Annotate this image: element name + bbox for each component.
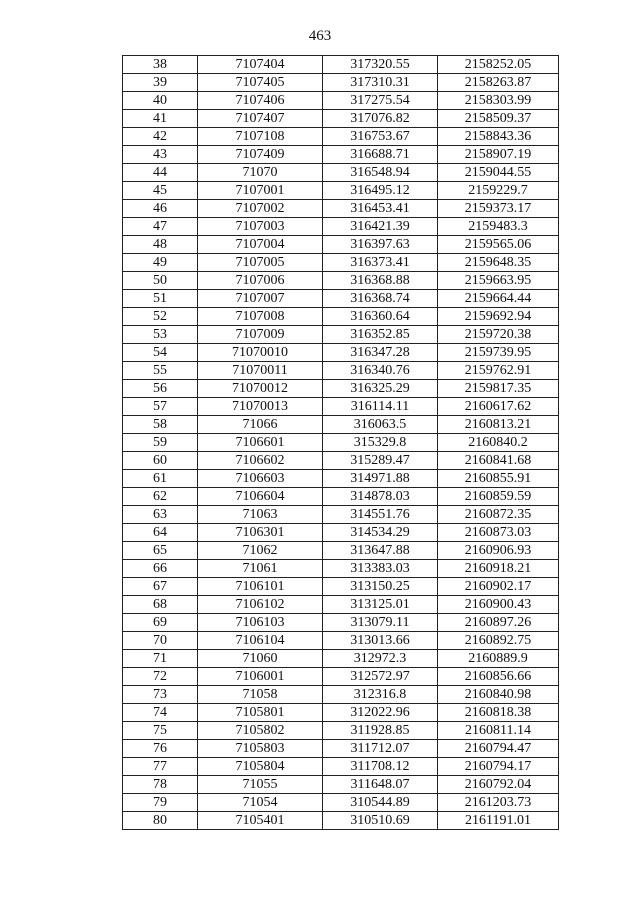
y-coordinate-cell: 2159229.7 [438, 182, 559, 200]
table-row [123, 758, 559, 776]
x-coordinate-cell: 316352.85 [323, 326, 438, 344]
x-coordinate-cell: 316421.39 [323, 218, 438, 236]
y-coordinate-cell: 2160859.59 [438, 488, 559, 506]
table-row [123, 740, 559, 758]
point-id-cell: 71061 [198, 560, 323, 578]
y-coordinate-cell: 2158252.05 [438, 56, 559, 74]
point-number-cell: 62 [123, 488, 198, 506]
point-number-cell: 70 [123, 632, 198, 650]
point-number-cell: 42 [123, 128, 198, 146]
y-coordinate-cell: 2159648.35 [438, 254, 559, 272]
x-coordinate-cell: 312972.3 [323, 650, 438, 668]
y-coordinate-cell: 2158907.19 [438, 146, 559, 164]
table-row [123, 74, 559, 92]
point-id-cell: 7107003 [198, 218, 323, 236]
y-coordinate-cell: 2160841.68 [438, 452, 559, 470]
y-coordinate-cell: 2159044.55 [438, 164, 559, 182]
x-coordinate-cell: 316373.41 [323, 254, 438, 272]
point-id-cell: 7106601 [198, 434, 323, 452]
table-row [123, 56, 559, 74]
point-id-cell: 7106604 [198, 488, 323, 506]
table-row [123, 164, 559, 182]
point-number-cell: 46 [123, 200, 198, 218]
x-coordinate-cell: 313647.88 [323, 542, 438, 560]
y-coordinate-cell: 2159692.94 [438, 308, 559, 326]
point-number-cell: 50 [123, 272, 198, 290]
x-coordinate-cell: 314534.29 [323, 524, 438, 542]
point-number-cell: 71 [123, 650, 198, 668]
table-row [123, 812, 559, 830]
point-number-cell: 80 [123, 812, 198, 830]
x-coordinate-cell: 317310.31 [323, 74, 438, 92]
x-coordinate-cell: 313013.66 [323, 632, 438, 650]
point-id-cell: 71070013 [198, 398, 323, 416]
x-coordinate-cell: 316548.94 [323, 164, 438, 182]
point-id-cell: 71054 [198, 794, 323, 812]
table-row [123, 182, 559, 200]
coordinates-table-body [123, 56, 559, 830]
point-number-cell: 76 [123, 740, 198, 758]
y-coordinate-cell: 2160794.47 [438, 740, 559, 758]
x-coordinate-cell: 310544.89 [323, 794, 438, 812]
point-number-cell: 69 [123, 614, 198, 632]
point-id-cell: 7107406 [198, 92, 323, 110]
point-number-cell: 54 [123, 344, 198, 362]
x-coordinate-cell: 311648.07 [323, 776, 438, 794]
point-number-cell: 58 [123, 416, 198, 434]
table-row [123, 632, 559, 650]
x-coordinate-cell: 316368.74 [323, 290, 438, 308]
point-number-cell: 45 [123, 182, 198, 200]
point-number-cell: 51 [123, 290, 198, 308]
point-number-cell: 78 [123, 776, 198, 794]
y-coordinate-cell: 2158303.99 [438, 92, 559, 110]
point-id-cell: 7107407 [198, 110, 323, 128]
x-coordinate-cell: 314551.76 [323, 506, 438, 524]
y-coordinate-cell: 2159720.38 [438, 326, 559, 344]
x-coordinate-cell: 317076.82 [323, 110, 438, 128]
point-id-cell: 7106104 [198, 632, 323, 650]
table-row [123, 686, 559, 704]
point-number-cell: 79 [123, 794, 198, 812]
y-coordinate-cell: 2160897.26 [438, 614, 559, 632]
y-coordinate-cell: 2160794.17 [438, 758, 559, 776]
x-coordinate-cell: 313150.25 [323, 578, 438, 596]
x-coordinate-cell: 312022.96 [323, 704, 438, 722]
table-row [123, 236, 559, 254]
x-coordinate-cell: 316114.11 [323, 398, 438, 416]
y-coordinate-cell: 2160811.14 [438, 722, 559, 740]
x-coordinate-cell: 315329.8 [323, 434, 438, 452]
point-number-cell: 55 [123, 362, 198, 380]
x-coordinate-cell: 316340.76 [323, 362, 438, 380]
point-number-cell: 60 [123, 452, 198, 470]
y-coordinate-cell: 2158843.36 [438, 128, 559, 146]
point-id-cell: 7107002 [198, 200, 323, 218]
x-coordinate-cell: 316453.41 [323, 200, 438, 218]
table-row [123, 614, 559, 632]
point-number-cell: 65 [123, 542, 198, 560]
table-row [123, 776, 559, 794]
point-id-cell: 71062 [198, 542, 323, 560]
table-row [123, 290, 559, 308]
page-number: 463 [308, 28, 332, 44]
y-coordinate-cell: 2161203.73 [438, 794, 559, 812]
y-coordinate-cell: 2159373.17 [438, 200, 559, 218]
y-coordinate-cell: 2160892.75 [438, 632, 559, 650]
x-coordinate-cell: 313383.03 [323, 560, 438, 578]
point-id-cell: 7105802 [198, 722, 323, 740]
point-id-cell: 71070012 [198, 380, 323, 398]
point-number-cell: 63 [123, 506, 198, 524]
table-row [123, 326, 559, 344]
table-row [123, 542, 559, 560]
table-row [123, 722, 559, 740]
point-id-cell: 7106301 [198, 524, 323, 542]
x-coordinate-cell: 316397.63 [323, 236, 438, 254]
x-coordinate-cell: 316347.28 [323, 344, 438, 362]
y-coordinate-cell: 2160906.93 [438, 542, 559, 560]
y-coordinate-cell: 2160900.43 [438, 596, 559, 614]
table-row [123, 794, 559, 812]
y-coordinate-cell: 2160813.21 [438, 416, 559, 434]
point-number-cell: 49 [123, 254, 198, 272]
y-coordinate-cell: 2160840.98 [438, 686, 559, 704]
point-number-cell: 73 [123, 686, 198, 704]
point-number-cell: 39 [123, 74, 198, 92]
point-id-cell: 7106103 [198, 614, 323, 632]
table-row [123, 434, 559, 452]
x-coordinate-cell: 316325.29 [323, 380, 438, 398]
y-coordinate-cell: 2160818.38 [438, 704, 559, 722]
point-number-cell: 77 [123, 758, 198, 776]
x-coordinate-cell: 316368.88 [323, 272, 438, 290]
point-id-cell: 7107001 [198, 182, 323, 200]
point-number-cell: 66 [123, 560, 198, 578]
point-number-cell: 74 [123, 704, 198, 722]
table-row [123, 506, 559, 524]
point-id-cell: 71070010 [198, 344, 323, 362]
point-id-cell: 71055 [198, 776, 323, 794]
point-id-cell: 7105803 [198, 740, 323, 758]
point-id-cell: 7106602 [198, 452, 323, 470]
point-id-cell: 7105804 [198, 758, 323, 776]
point-id-cell: 7105801 [198, 704, 323, 722]
y-coordinate-cell: 2158509.37 [438, 110, 559, 128]
point-id-cell: 7107008 [198, 308, 323, 326]
table-row [123, 524, 559, 542]
point-id-cell: 71060 [198, 650, 323, 668]
table-row [123, 380, 559, 398]
point-id-cell: 71070011 [198, 362, 323, 380]
table-row [123, 596, 559, 614]
y-coordinate-cell: 2160902.17 [438, 578, 559, 596]
point-id-cell: 7107009 [198, 326, 323, 344]
point-id-cell: 71070 [198, 164, 323, 182]
x-coordinate-cell: 315289.47 [323, 452, 438, 470]
y-coordinate-cell: 2160792.04 [438, 776, 559, 794]
point-number-cell: 44 [123, 164, 198, 182]
table-row [123, 668, 559, 686]
table-row [123, 650, 559, 668]
point-number-cell: 40 [123, 92, 198, 110]
point-id-cell: 7107005 [198, 254, 323, 272]
x-coordinate-cell: 316495.12 [323, 182, 438, 200]
table-row [123, 254, 559, 272]
point-id-cell: 71058 [198, 686, 323, 704]
point-number-cell: 64 [123, 524, 198, 542]
point-id-cell: 7107006 [198, 272, 323, 290]
point-number-cell: 59 [123, 434, 198, 452]
x-coordinate-cell: 312316.8 [323, 686, 438, 704]
point-number-cell: 75 [123, 722, 198, 740]
x-coordinate-cell: 312572.97 [323, 668, 438, 686]
x-coordinate-cell: 311928.85 [323, 722, 438, 740]
point-number-cell: 38 [123, 56, 198, 74]
table-row [123, 398, 559, 416]
x-coordinate-cell: 316753.67 [323, 128, 438, 146]
x-coordinate-cell: 317320.55 [323, 56, 438, 74]
point-id-cell: 7107108 [198, 128, 323, 146]
x-coordinate-cell: 316063.5 [323, 416, 438, 434]
table-row [123, 470, 559, 488]
point-id-cell: 7107405 [198, 74, 323, 92]
point-id-cell: 7106001 [198, 668, 323, 686]
y-coordinate-cell: 2160855.91 [438, 470, 559, 488]
table-row [123, 578, 559, 596]
y-coordinate-cell: 2159762.91 [438, 362, 559, 380]
y-coordinate-cell: 2159817.35 [438, 380, 559, 398]
point-id-cell: 7106102 [198, 596, 323, 614]
table-row [123, 344, 559, 362]
table-row [123, 362, 559, 380]
point-number-cell: 47 [123, 218, 198, 236]
coordinates-table [122, 55, 559, 830]
table-row [123, 308, 559, 326]
table-row [123, 128, 559, 146]
point-id-cell: 7106101 [198, 578, 323, 596]
table-row [123, 560, 559, 578]
table-row [123, 452, 559, 470]
table-row [123, 416, 559, 434]
table-row [123, 146, 559, 164]
point-number-cell: 68 [123, 596, 198, 614]
y-coordinate-cell: 2160918.21 [438, 560, 559, 578]
table-row [123, 200, 559, 218]
point-number-cell: 56 [123, 380, 198, 398]
point-id-cell: 7105401 [198, 812, 323, 830]
x-coordinate-cell: 314878.03 [323, 488, 438, 506]
point-id-cell: 7107409 [198, 146, 323, 164]
x-coordinate-cell: 311708.12 [323, 758, 438, 776]
point-number-cell: 67 [123, 578, 198, 596]
x-coordinate-cell: 313125.01 [323, 596, 438, 614]
point-number-cell: 43 [123, 146, 198, 164]
point-number-cell: 48 [123, 236, 198, 254]
point-id-cell: 71063 [198, 506, 323, 524]
y-coordinate-cell: 2160872.35 [438, 506, 559, 524]
point-id-cell: 7107004 [198, 236, 323, 254]
point-id-cell: 7107007 [198, 290, 323, 308]
y-coordinate-cell: 2159565.06 [438, 236, 559, 254]
table-row [123, 272, 559, 290]
table-row [123, 488, 559, 506]
point-number-cell: 53 [123, 326, 198, 344]
y-coordinate-cell: 2160617.62 [438, 398, 559, 416]
x-coordinate-cell: 310510.69 [323, 812, 438, 830]
y-coordinate-cell: 2161191.01 [438, 812, 559, 830]
point-id-cell: 7106603 [198, 470, 323, 488]
y-coordinate-cell: 2159663.95 [438, 272, 559, 290]
y-coordinate-cell: 2158263.87 [438, 74, 559, 92]
y-coordinate-cell: 2160873.03 [438, 524, 559, 542]
y-coordinate-cell: 2159739.95 [438, 344, 559, 362]
x-coordinate-cell: 313079.11 [323, 614, 438, 632]
table-row [123, 110, 559, 128]
x-coordinate-cell: 311712.07 [323, 740, 438, 758]
x-coordinate-cell: 316688.71 [323, 146, 438, 164]
table-row [123, 704, 559, 722]
x-coordinate-cell: 317275.54 [323, 92, 438, 110]
table-row [123, 92, 559, 110]
y-coordinate-cell: 2160856.66 [438, 668, 559, 686]
point-number-cell: 41 [123, 110, 198, 128]
x-coordinate-cell: 316360.64 [323, 308, 438, 326]
point-number-cell: 52 [123, 308, 198, 326]
y-coordinate-cell: 2159483.3 [438, 218, 559, 236]
y-coordinate-cell: 2160840.2 [438, 434, 559, 452]
point-number-cell: 61 [123, 470, 198, 488]
point-number-cell: 72 [123, 668, 198, 686]
point-number-cell: 57 [123, 398, 198, 416]
point-id-cell: 7107404 [198, 56, 323, 74]
x-coordinate-cell: 314971.88 [323, 470, 438, 488]
point-id-cell: 71066 [198, 416, 323, 434]
y-coordinate-cell: 2160889.9 [438, 650, 559, 668]
table-row [123, 218, 559, 236]
y-coordinate-cell: 2159664.44 [438, 290, 559, 308]
